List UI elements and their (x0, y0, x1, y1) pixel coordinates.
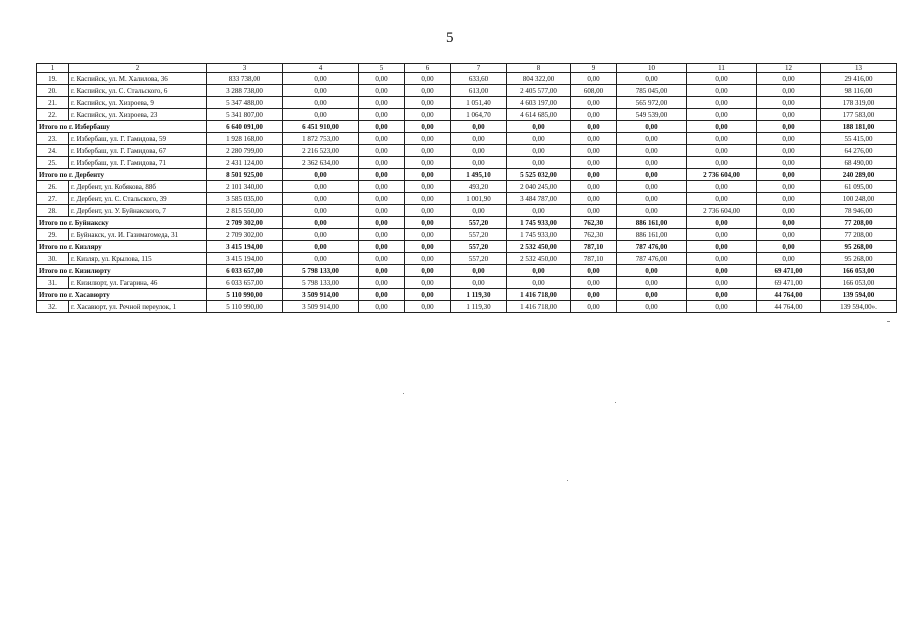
value-cell: 0,00 (757, 133, 821, 145)
value-cell: 1 119,30 (451, 289, 507, 301)
scan-speck (615, 402, 616, 403)
value-cell: 0,00 (451, 133, 507, 145)
column-number-row (37, 64, 897, 73)
value-cell: 0,00 (283, 73, 359, 85)
value-cell: 0,00 (359, 133, 405, 145)
address-cell: г. Каспийск, ул. Хизроева, 9 (69, 97, 207, 109)
value-cell: 0,00 (687, 301, 757, 313)
value-cell: 0,00 (617, 73, 687, 85)
subtotal-label: Итого по г. Кизляру (37, 241, 207, 253)
value-cell: 557,20 (451, 217, 507, 229)
address-cell: г. Дербент, ул. Кобякова, 88б (69, 181, 207, 193)
value-cell: 0,00 (757, 229, 821, 241)
subtotal-label: Итого по г. Дербенту (37, 169, 207, 181)
value-cell: 98 116,00 (821, 85, 897, 97)
value-cell: 0,00 (405, 205, 451, 217)
value-cell: 0,00 (571, 277, 617, 289)
value-cell: 0,00 (757, 157, 821, 169)
table-row (37, 229, 897, 241)
column-number-cell: 3 (207, 64, 283, 73)
value-cell: 0,00 (405, 229, 451, 241)
value-cell: 2 736 604,00 (687, 205, 757, 217)
value-cell: 0,00 (757, 97, 821, 109)
value-cell: 785 045,00 (617, 85, 687, 97)
value-cell: 240 289,00 (821, 169, 897, 181)
row-number-cell: 29. (37, 229, 69, 241)
value-cell: 2 709 302,00 (207, 217, 283, 229)
value-cell: 0,00 (687, 265, 757, 277)
value-cell: 0,00 (405, 217, 451, 229)
value-cell: 0,00 (571, 193, 617, 205)
value-cell: 2 280 799,00 (207, 145, 283, 157)
value-cell: 0,00 (507, 265, 571, 277)
value-cell: 608,00 (571, 85, 617, 97)
row-number-cell: 24. (37, 145, 69, 157)
value-cell: 0,00 (687, 277, 757, 289)
value-cell: 557,20 (451, 241, 507, 253)
value-cell: 178 319,00 (821, 97, 897, 109)
value-cell: 0,00 (283, 109, 359, 121)
value-cell: 787,10 (571, 241, 617, 253)
row-number-cell: 25. (37, 157, 69, 169)
value-cell: 0,00 (571, 121, 617, 133)
value-cell: 0,00 (507, 205, 571, 217)
value-cell: 787,10 (571, 253, 617, 265)
value-cell: 0,00 (617, 205, 687, 217)
value-cell: 0,00 (405, 133, 451, 145)
value-cell: 1 416 718,00 (507, 289, 571, 301)
address-cell: г. Дербент, ул. У. Буйнакского, 7 (69, 205, 207, 217)
value-cell: 0,00 (687, 85, 757, 97)
value-cell: 0,00 (571, 133, 617, 145)
value-cell: 0,00 (687, 121, 757, 133)
value-cell: 0,00 (359, 169, 405, 181)
value-cell: 0,00 (687, 133, 757, 145)
value-cell: 0,00 (359, 121, 405, 133)
value-cell: 1 416 718,00 (507, 301, 571, 313)
value-cell: 0,00 (405, 193, 451, 205)
value-cell: 0,00 (571, 109, 617, 121)
value-cell: 0,00 (507, 133, 571, 145)
value-cell: 565 972,00 (617, 97, 687, 109)
value-cell: 2 431 124,00 (207, 157, 283, 169)
value-cell: 787 476,00 (617, 253, 687, 265)
value-cell: 0,00 (757, 217, 821, 229)
value-cell: 1 745 933,00 (507, 217, 571, 229)
value-cell: 0,00 (757, 121, 821, 133)
value-cell: 0,00 (451, 145, 507, 157)
value-cell: 0,00 (617, 157, 687, 169)
value-cell: 2 532 450,00 (507, 241, 571, 253)
row-number-cell: 20. (37, 85, 69, 97)
row-number-cell: 28. (37, 205, 69, 217)
value-cell: 0,00 (507, 277, 571, 289)
value-cell: 44 764,00 (757, 289, 821, 301)
value-cell: 0,00 (571, 301, 617, 313)
table-row (37, 157, 897, 169)
value-cell: 0,00 (359, 277, 405, 289)
value-cell: 0,00 (451, 265, 507, 277)
value-cell: 2 532 450,00 (507, 253, 571, 265)
value-cell: 0,00 (359, 217, 405, 229)
column-number-cell: 13 (821, 64, 897, 73)
value-cell: 2 405 577,00 (507, 85, 571, 97)
value-cell: 0,00 (757, 241, 821, 253)
value-cell: 0,00 (571, 157, 617, 169)
value-cell: 0,00 (405, 145, 451, 157)
value-cell: 0,00 (757, 169, 821, 181)
value-cell: 5 110 990,00 (207, 301, 283, 313)
value-cell: 68 490,00 (821, 157, 897, 169)
value-cell: 0,00 (359, 229, 405, 241)
value-cell: 0,00 (507, 145, 571, 157)
value-cell: 493,20 (451, 181, 507, 193)
value-cell: 0,00 (283, 205, 359, 217)
value-cell: 0,00 (359, 145, 405, 157)
value-cell: 5 347 488,00 (207, 97, 283, 109)
value-cell: 2 736 604,00 (687, 169, 757, 181)
value-cell: 0,00 (359, 97, 405, 109)
value-cell: 0,00 (283, 241, 359, 253)
value-cell: 0,00 (687, 253, 757, 265)
value-cell: 3 484 787,00 (507, 193, 571, 205)
value-cell: 3 509 914,00 (283, 301, 359, 313)
value-cell: 2 040 245,00 (507, 181, 571, 193)
value-cell: 0,00 (571, 265, 617, 277)
value-cell: 1 872 753,00 (283, 133, 359, 145)
value-cell: 613,00 (451, 85, 507, 97)
value-cell: 0,00 (451, 205, 507, 217)
table-row (37, 109, 897, 121)
value-cell: 0,00 (687, 229, 757, 241)
value-cell: 5 341 807,00 (207, 109, 283, 121)
value-cell: 95 268,00 (821, 241, 897, 253)
value-cell: 633,60 (451, 73, 507, 85)
table-row (37, 145, 897, 157)
value-cell: 0,00 (359, 205, 405, 217)
value-cell: 787 476,00 (617, 241, 687, 253)
value-cell: 55 415,00 (821, 133, 897, 145)
value-cell: 762,30 (571, 229, 617, 241)
table-row (37, 193, 897, 205)
value-cell: 1 745 933,00 (507, 229, 571, 241)
value-cell: 0,00 (359, 193, 405, 205)
value-cell: 0,00 (405, 265, 451, 277)
value-cell: 6 451 910,00 (283, 121, 359, 133)
address-cell: г. Кизилюрт, ул. Гагарина, 46 (69, 277, 207, 289)
value-cell: 886 161,00 (617, 217, 687, 229)
register-table (36, 63, 897, 313)
column-number-cell: 8 (507, 64, 571, 73)
value-cell: 0,00 (283, 169, 359, 181)
column-number-cell: 10 (617, 64, 687, 73)
value-cell: 0,00 (405, 121, 451, 133)
value-cell: 1 051,40 (451, 97, 507, 109)
value-cell: 0,00 (405, 289, 451, 301)
table-body (37, 73, 897, 313)
table-row (37, 301, 897, 313)
value-cell: 0,00 (359, 253, 405, 265)
value-cell: 0,00 (757, 181, 821, 193)
row-number-cell: 31. (37, 277, 69, 289)
value-cell: 1 928 168,00 (207, 133, 283, 145)
scan-speck (887, 321, 890, 322)
value-cell: 0,00 (283, 97, 359, 109)
value-cell: 139 594,00 (821, 289, 897, 301)
value-cell: 0,00 (359, 265, 405, 277)
value-cell: 139 594,00». (821, 301, 897, 313)
value-cell: 0,00 (617, 289, 687, 301)
column-number-cell: 11 (687, 64, 757, 73)
value-cell: 0,00 (283, 253, 359, 265)
value-cell: 69 471,00 (757, 265, 821, 277)
table-row (37, 133, 897, 145)
value-cell: 0,00 (359, 157, 405, 169)
value-cell: 2 362 634,00 (283, 157, 359, 169)
value-cell: 0,00 (359, 241, 405, 253)
value-cell: 1 001,90 (451, 193, 507, 205)
address-cell: г. Каспийск, ул. Хизроева, 23 (69, 109, 207, 121)
value-cell: 5 110 990,00 (207, 289, 283, 301)
value-cell: 0,00 (405, 253, 451, 265)
column-number-cell: 2 (69, 64, 207, 73)
address-cell: г. Каспийск, ул. М. Халилова, 36 (69, 73, 207, 85)
value-cell: 5 798 133,00 (283, 265, 359, 277)
value-cell: 5 525 032,00 (507, 169, 571, 181)
address-cell: г. Каспийск, ул. С. Стальского, 6 (69, 85, 207, 97)
value-cell: 0,00 (617, 169, 687, 181)
value-cell: 2 709 302,00 (207, 229, 283, 241)
value-cell: 0,00 (687, 73, 757, 85)
value-cell: 3 509 914,00 (283, 289, 359, 301)
subtotal-label: Итого по г. Буйнакску (37, 217, 207, 229)
value-cell: 0,00 (405, 157, 451, 169)
value-cell: 3 288 738,00 (207, 85, 283, 97)
value-cell: 0,00 (507, 157, 571, 169)
value-cell: 29 416,00 (821, 73, 897, 85)
value-cell: 1 495,10 (451, 169, 507, 181)
value-cell: 0,00 (359, 73, 405, 85)
value-cell: 0,00 (571, 145, 617, 157)
value-cell: 0,00 (757, 253, 821, 265)
value-cell: 0,00 (687, 109, 757, 121)
row-number-cell: 19. (37, 73, 69, 85)
row-number-cell: 26. (37, 181, 69, 193)
value-cell: 0,00 (617, 181, 687, 193)
value-cell: 0,00 (687, 157, 757, 169)
value-cell: 0,00 (757, 145, 821, 157)
value-cell: 8 501 925,00 (207, 169, 283, 181)
value-cell: 0,00 (757, 205, 821, 217)
value-cell: 166 053,00 (821, 277, 897, 289)
value-cell: 61 095,00 (821, 181, 897, 193)
value-cell: 0,00 (687, 289, 757, 301)
value-cell: 0,00 (405, 169, 451, 181)
subtotal-row (37, 121, 897, 133)
value-cell: 886 161,00 (617, 229, 687, 241)
value-cell: 0,00 (359, 289, 405, 301)
value-cell: 0,00 (571, 169, 617, 181)
value-cell: 0,00 (757, 85, 821, 97)
value-cell: 0,00 (617, 265, 687, 277)
value-cell: 2 216 523,00 (283, 145, 359, 157)
value-cell: 0,00 (687, 97, 757, 109)
subtotal-row (37, 169, 897, 181)
value-cell: 0,00 (283, 85, 359, 97)
value-cell: 762,30 (571, 217, 617, 229)
value-cell: 0,00 (571, 73, 617, 85)
table-row (37, 253, 897, 265)
value-cell: 188 181,00 (821, 121, 897, 133)
value-cell: 2 815 550,00 (207, 205, 283, 217)
address-cell: г. Избербаш, ул. Г. Гамидова, 59 (69, 133, 207, 145)
value-cell: 0,00 (405, 73, 451, 85)
column-number-cell: 12 (757, 64, 821, 73)
value-cell: 77 208,00 (821, 229, 897, 241)
value-cell: 64 276,00 (821, 145, 897, 157)
address-cell: г. Хасавюрт, ул. Речной переулок, 1 (69, 301, 207, 313)
value-cell: 0,00 (757, 109, 821, 121)
value-cell: 0,00 (571, 205, 617, 217)
value-cell: 3 415 194,00 (207, 241, 283, 253)
address-cell: г. Избербаш, ул. Г. Гамидова, 71 (69, 157, 207, 169)
value-cell: 100 248,00 (821, 193, 897, 205)
value-cell: 69 471,00 (757, 277, 821, 289)
value-cell: 0,00 (359, 181, 405, 193)
subtotal-row (37, 265, 897, 277)
value-cell: 0,00 (687, 241, 757, 253)
value-cell: 0,00 (757, 193, 821, 205)
value-cell: 4 614 685,00 (507, 109, 571, 121)
value-cell: 0,00 (359, 109, 405, 121)
column-number-cell: 5 (359, 64, 405, 73)
subtotal-label: Итого по г. Кизилюрту (37, 265, 207, 277)
value-cell: 549 539,00 (617, 109, 687, 121)
value-cell: 0,00 (283, 229, 359, 241)
value-cell: 4 603 197,00 (507, 97, 571, 109)
value-cell: 0,00 (283, 193, 359, 205)
column-number-cell: 9 (571, 64, 617, 73)
value-cell: 0,00 (451, 157, 507, 169)
row-number-cell: 27. (37, 193, 69, 205)
value-cell: 557,20 (451, 253, 507, 265)
column-number-cell: 4 (283, 64, 359, 73)
value-cell: 1 064,70 (451, 109, 507, 121)
value-cell: 0,00 (405, 97, 451, 109)
value-cell: 0,00 (451, 277, 507, 289)
row-number-cell: 21. (37, 97, 69, 109)
table-row (37, 277, 897, 289)
row-number-cell: 23. (37, 133, 69, 145)
value-cell: 0,00 (571, 181, 617, 193)
value-cell: 0,00 (359, 301, 405, 313)
value-cell: 5 798 133,00 (283, 277, 359, 289)
column-number-cell: 6 (405, 64, 451, 73)
value-cell: 0,00 (359, 85, 405, 97)
row-number-cell: 22. (37, 109, 69, 121)
value-cell: 0,00 (687, 217, 757, 229)
page-number: 5 (446, 30, 454, 46)
subtotal-label: Итого по г. Избербашу (37, 121, 207, 133)
value-cell: 3 415 194,00 (207, 253, 283, 265)
address-cell: г. Дербент, ул. С. Стальского, 39 (69, 193, 207, 205)
value-cell: 77 208,00 (821, 217, 897, 229)
subtotal-row (37, 289, 897, 301)
value-cell: 804 322,00 (507, 73, 571, 85)
value-cell: 95 268,00 (821, 253, 897, 265)
value-cell: 0,00 (283, 217, 359, 229)
value-cell: 0,00 (405, 109, 451, 121)
value-cell: 6 033 657,00 (207, 265, 283, 277)
value-cell: 3 585 035,00 (207, 193, 283, 205)
scan-speck (403, 393, 404, 394)
table-row (37, 97, 897, 109)
value-cell: 0,00 (617, 121, 687, 133)
address-cell: г. Кизляр, ул. Крылова, 115 (69, 253, 207, 265)
value-cell: 0,00 (283, 181, 359, 193)
value-cell: 0,00 (571, 289, 617, 301)
value-cell: 0,00 (757, 73, 821, 85)
subtotal-row (37, 241, 897, 253)
row-number-cell: 32. (37, 301, 69, 313)
value-cell: 0,00 (405, 301, 451, 313)
value-cell: 0,00 (687, 145, 757, 157)
row-number-cell: 30. (37, 253, 69, 265)
value-cell: 177 583,00 (821, 109, 897, 121)
column-number-cell: 7 (451, 64, 507, 73)
value-cell: 0,00 (617, 133, 687, 145)
value-cell: 166 053,00 (821, 265, 897, 277)
table-row (37, 73, 897, 85)
table-row (37, 205, 897, 217)
value-cell: 0,00 (405, 181, 451, 193)
value-cell: 557,20 (451, 229, 507, 241)
value-cell: 0,00 (507, 121, 571, 133)
value-cell: 0,00 (687, 193, 757, 205)
value-cell: 0,00 (687, 181, 757, 193)
value-cell: 0,00 (571, 97, 617, 109)
value-cell: 78 946,00 (821, 205, 897, 217)
value-cell: 6 640 091,00 (207, 121, 283, 133)
address-cell: г. Буйнакск, ул. И. Газимагомеда, 31 (69, 229, 207, 241)
value-cell: 44 764,00 (757, 301, 821, 313)
subtotal-label: Итого по г. Хасавюрту (37, 289, 207, 301)
value-cell: 2 101 340,00 (207, 181, 283, 193)
value-cell: 0,00 (617, 193, 687, 205)
subtotal-row (37, 217, 897, 229)
value-cell: 0,00 (405, 241, 451, 253)
value-cell: 0,00 (617, 301, 687, 313)
table-row (37, 85, 897, 97)
value-cell: 0,00 (451, 121, 507, 133)
value-cell: 833 738,00 (207, 73, 283, 85)
value-cell: 6 033 657,00 (207, 277, 283, 289)
value-cell: 0,00 (405, 85, 451, 97)
table-row (37, 181, 897, 193)
value-cell: 1 119,30 (451, 301, 507, 313)
column-number-cell: 1 (37, 64, 69, 73)
value-cell: 0,00 (405, 277, 451, 289)
value-cell: 0,00 (617, 145, 687, 157)
address-cell: г. Избербаш, ул. Г. Гамидова, 67 (69, 145, 207, 157)
value-cell: 0,00 (617, 277, 687, 289)
scan-speck (567, 480, 568, 481)
